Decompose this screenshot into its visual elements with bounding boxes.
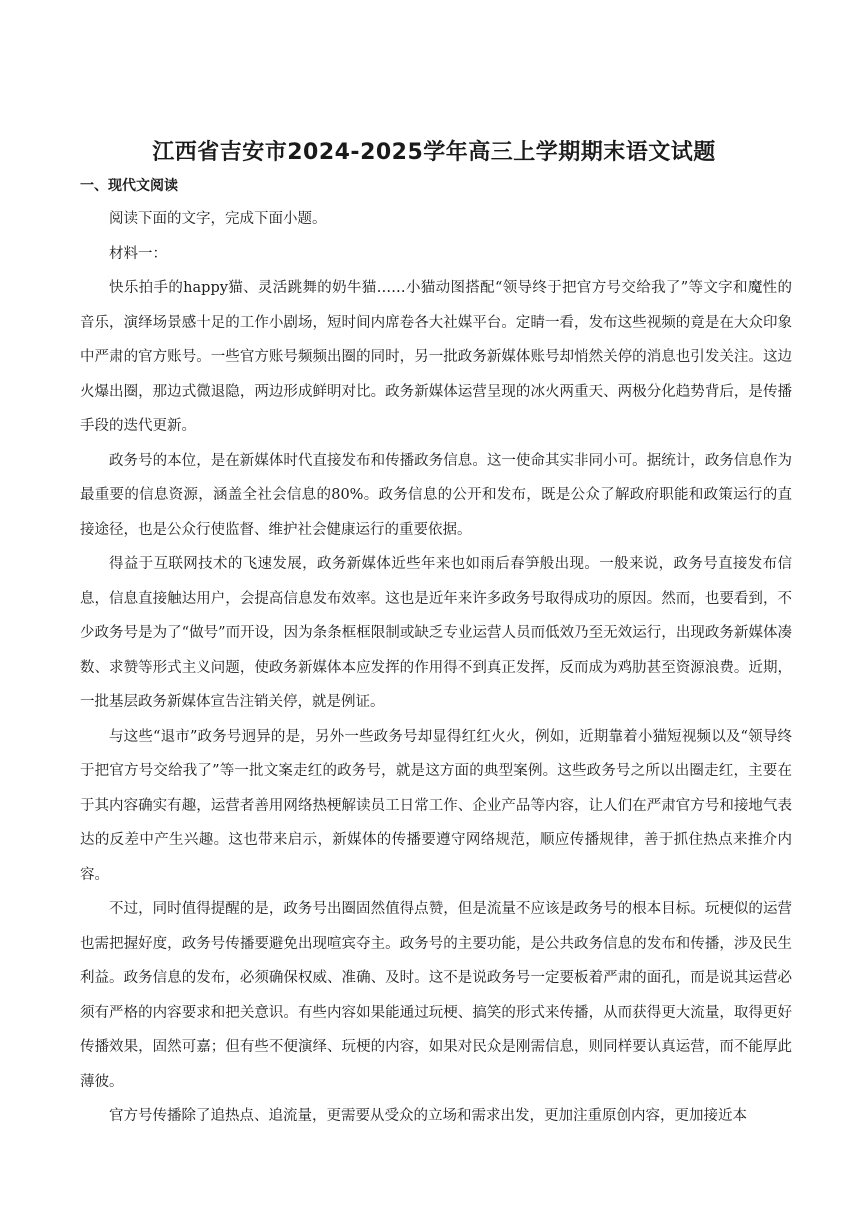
paragraph: 政务号的本位，是在新媒体时代直接发布和传播政务信息。这一使命其实非同小可。据统计，政务信息作为最重要的信息资源，涵盖全社会信息的80%。政务信息的公开和发布，既是公众了解政府职能和政策运行的直接途径，也是公众行使监督、维护社会健康运行的重要依据。	[80, 452, 792, 538]
document-body	[80, 202, 792, 1134]
document-title: 江西省吉安市2024-2025学年高三上学期期末语文试题	[152, 140, 716, 165]
paragraph: 不过，同时值得提醒的是，政务号出圈固然值得点赞，但是流量不应该是政务号的根本目标。玩梗似的运营也需把握好度，政务号传播要避免出现喧宾夺主。政务号的主要功能，是公共政务信息的发布和传播，涉及民生利益。政务信息的发布，必须确保权威、准确、及时。这不是说政务号一定要板着严肃的面孔，而是说其运营必须有严格的内容要求和把关意识。有些内容如果能通过玩梗、搞笑的形式来传播，从而获得更大流量，取得更好传播效果，固然可嘉；但有些不便演绎、玩梗的内容，如果对民众是刚需信息，则同样要认真运营，而不能厚此薄彼。	[80, 901, 792, 1090]
section-heading: 一、现代文阅读	[80, 178, 178, 194]
paragraph-instruction: 阅读下面的文字，完成下面小题。	[109, 211, 327, 227]
paragraph: 与这些“退市”政务号迥异的是，另外一些政务号却显得红红火火，例如，近期靠着小猫短视频以及“领导终于把官方号交给我了”等一批文案走红的政务号，就是这方面的典型案例。这些政务号之所以出圈走红，主要在于其内容确实有趣，运营者善用网络热梗解读员工日常工作、企业产品等内容，让人们在严肃官方号和接地气表达的反差中产生兴趣。这也带来启示，新媒体的传播要遵守网络规范，顺应传播规律，善于抓住热点来推介内容。	[80, 728, 792, 883]
paragraph: 官方号传播除了追热点、追流量，更需要从受众的立场和需求出发，更加注重原创内容，更加接近本	[109, 1108, 747, 1124]
paragraph-material-label: 材料一：	[109, 245, 167, 262]
paragraph: 快乐拍手的happy猫、灵活跳舞的奶牛猫……小猫动图搭配“领导终于把官方号交给我了”等文字和魔性的音乐，演绎场景感十足的工作小剧场，短时间内席卷各大社媒平台。定睛一看，发布这些视频的竟是在大众印象中严肃的官方账号。一些官方账号频频出圈的同时，另一批政务新媒体账号却悄然关停的消息也引发关注。这边火爆出圈，那边式微退隐，两边形成鲜明对比。政务新媒体运营呈现的冰火两重天、两极分化趋势背后，是传播手段的迭代更新。	[80, 280, 792, 434]
paragraph: 得益于互联网技术的飞速发展，政务新媒体近些年来也如雨后春笋般出现。一般来说，政务号直接发布信息，信息直接触达用户，会提高信息发布效率。这也是近年来许多政务号取得成功的原因。然而，也要看到，不少政务号是为了“做号”而开设，因为条条框框限制或缺乏专业运营人员而低效乃至无效运行，出现政务新媒体凑数、求赞等形式主义问题，使政务新媒体本应发挥的作用得不到真正发挥，反而成为鸡肋甚至资源浪费。近期，一批基层政务新媒体宣告注销关停，就是例证。	[80, 556, 792, 710]
